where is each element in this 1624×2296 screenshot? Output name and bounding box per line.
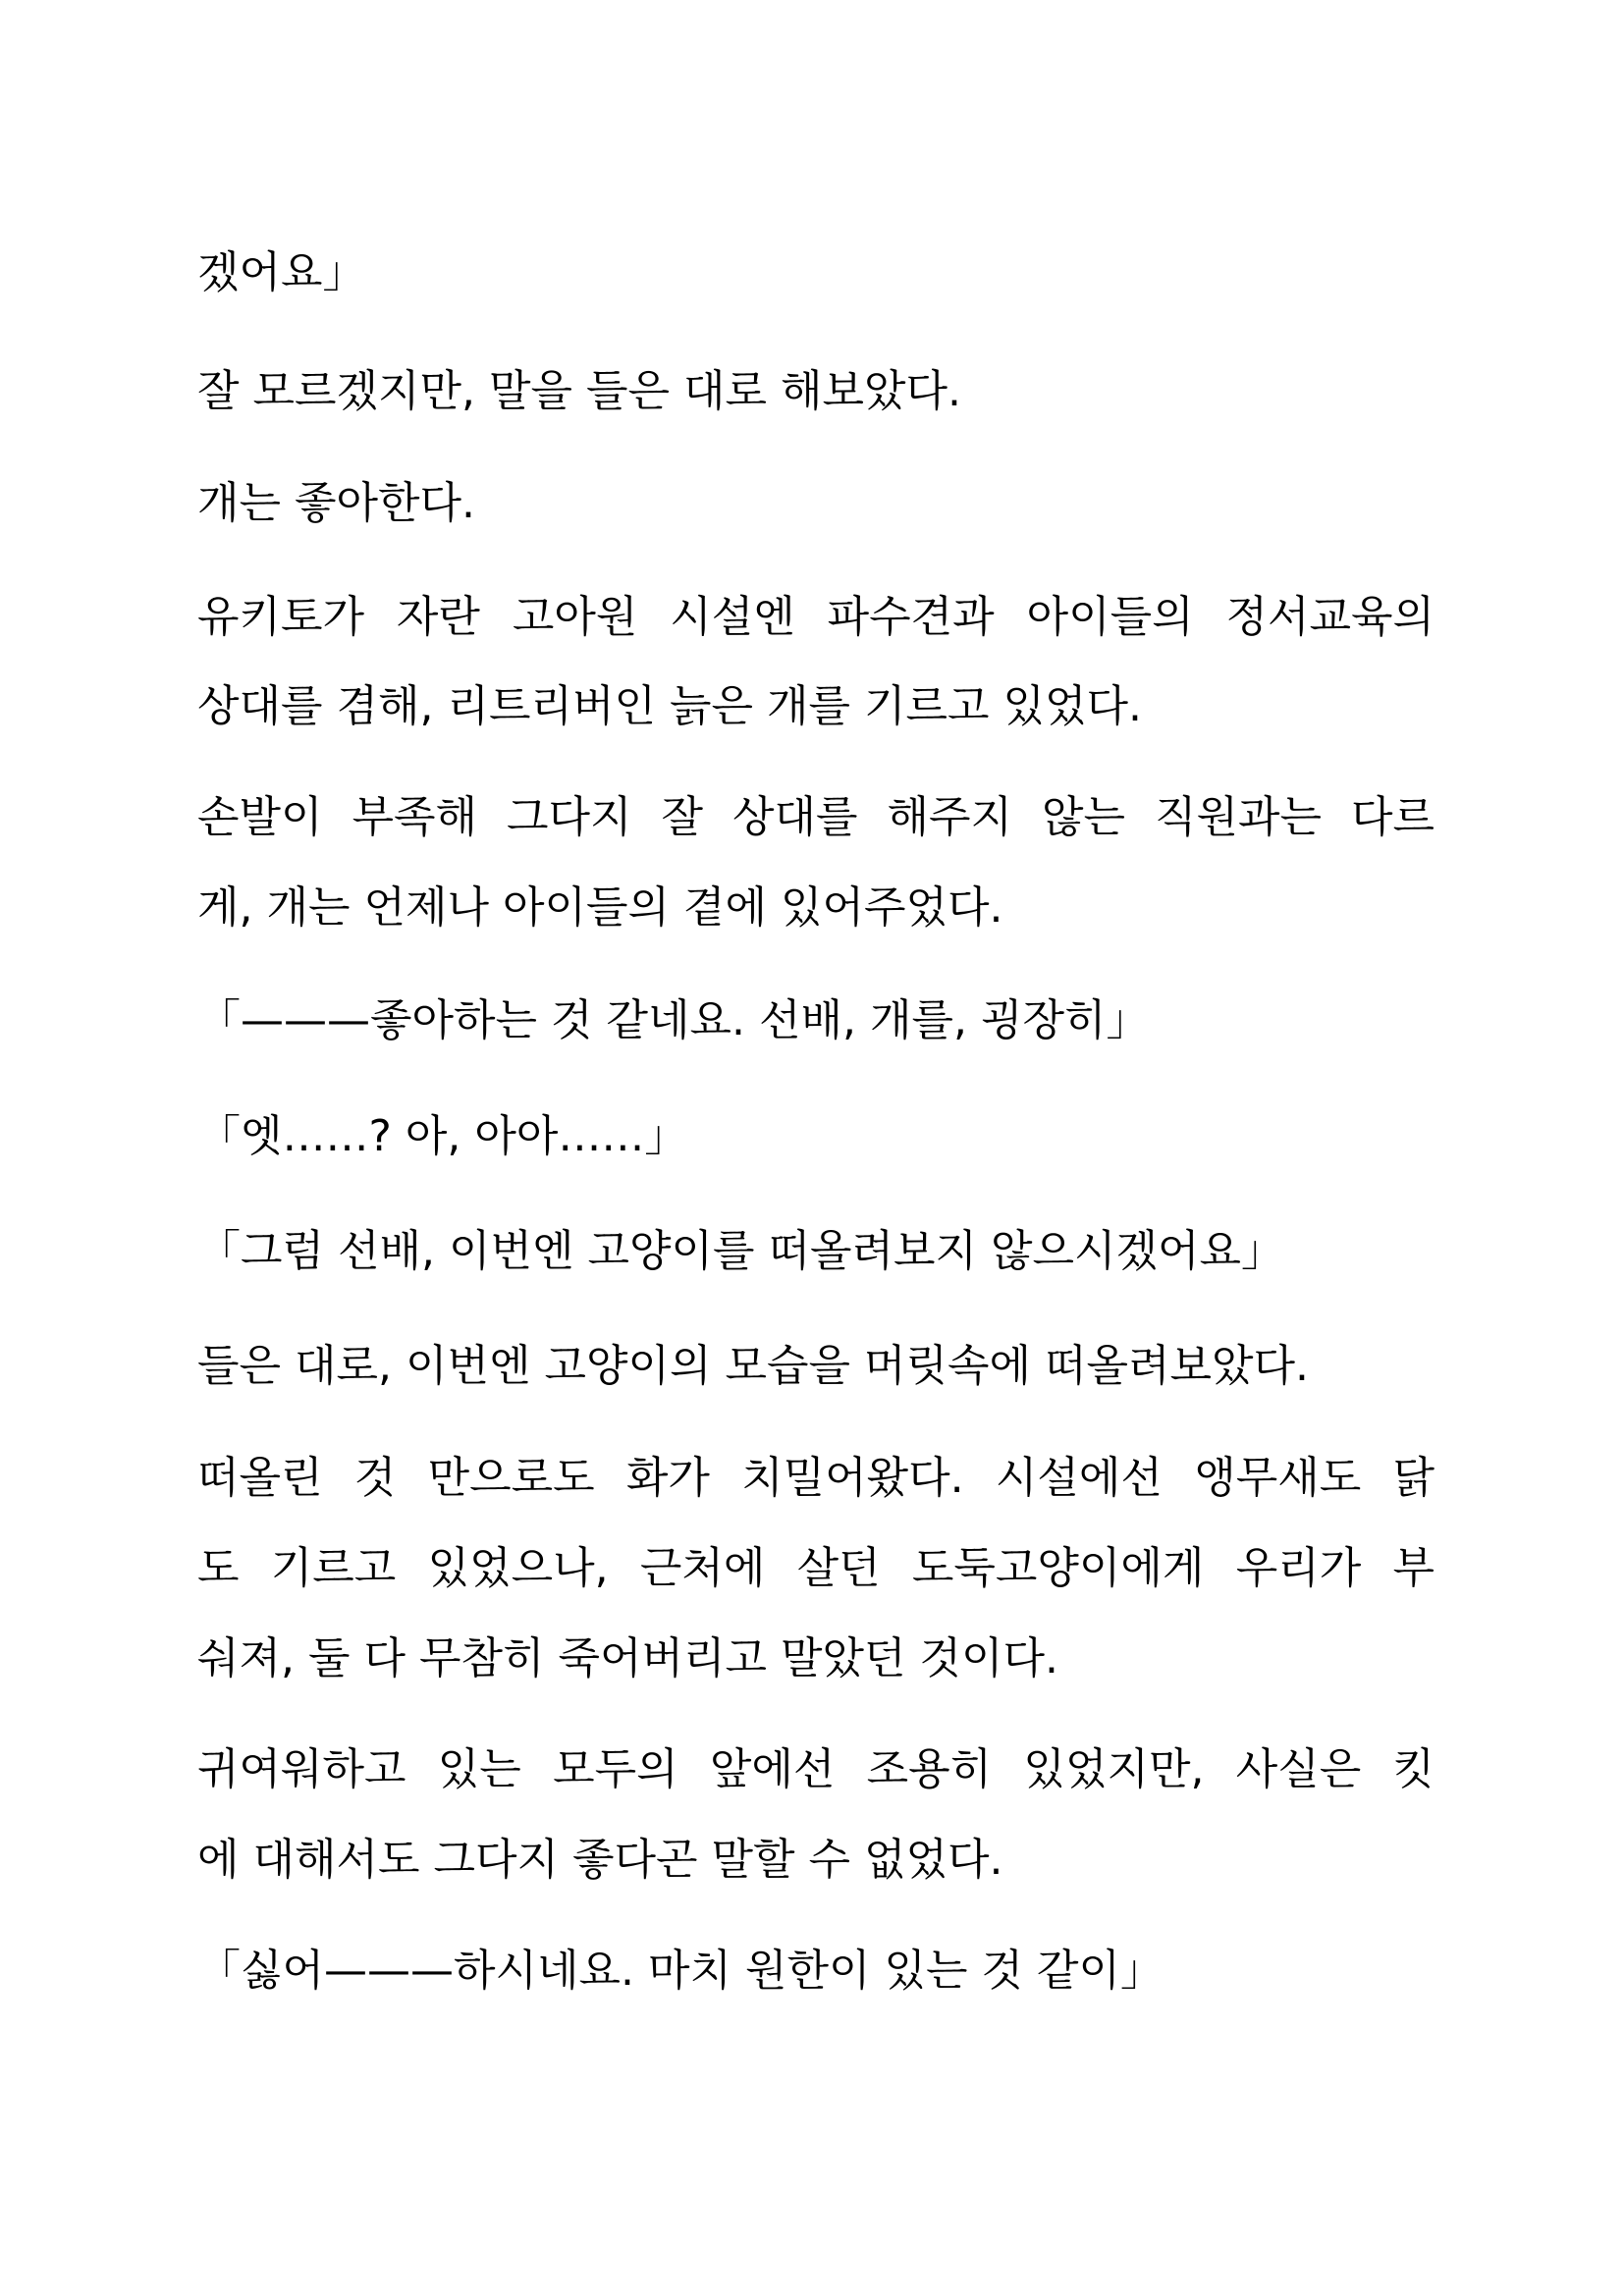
text-line: 게, 개는 언제나 아이들의 곁에 있어주었다. bbox=[197, 882, 1003, 933]
text-line: 「———좋아하는 것 같네요. 선배, 개를, 굉장히」 bbox=[197, 995, 1150, 1045]
text-line: 잘 모르겠지만, 말을 들은 대로 해보았다. bbox=[197, 366, 961, 416]
text-line: 「엣……? 아, 아아……」 bbox=[197, 1111, 688, 1161]
text-line: 「싫어———하시네요. 마치 원한이 있는 것 같이」 bbox=[197, 1946, 1164, 1996]
text-line: 유키토가 자란 고아원 시설엔 파수견과 아이들의 정서교육의 bbox=[197, 592, 1435, 642]
text-line: 개는 좋아한다. bbox=[197, 478, 475, 528]
text-line: 상대를 겸해, 리트리버인 늙은 개를 기르고 있었다. bbox=[197, 681, 1142, 731]
text-line: 도 기르고 있었으나, 근처에 살던 도둑고양이에게 우리가 부 bbox=[197, 1543, 1435, 1593]
text-line: 귀여워하고 있는 모두의 앞에선 조용히 있었지만, 사실은 킷 bbox=[197, 1744, 1435, 1794]
text-line: 손발이 부족해 그다지 잘 상대를 해주지 않는 직원과는 다르 bbox=[197, 792, 1435, 842]
text-line: 겠어요」 bbox=[197, 247, 366, 297]
text-line: 「그럼 선배, 이번엔 고양이를 떠올려보지 않으시겠어요」 bbox=[197, 1226, 1285, 1276]
text-line: 숴져, 둘 다 무참히 죽어버리고 말았던 것이다. bbox=[197, 1633, 1058, 1683]
text-line: 떠올린 것 만으로도 화가 치밀어왔다. 시설에선 앵무새도 닭 bbox=[197, 1453, 1435, 1503]
text-line: 들은 대로, 이번엔 고양이의 모습을 머릿속에 떠올려보았다. bbox=[197, 1341, 1309, 1391]
text-line: 에 대해서도 그다지 좋다곤 말할 수 없었다. bbox=[197, 1835, 1003, 1885]
